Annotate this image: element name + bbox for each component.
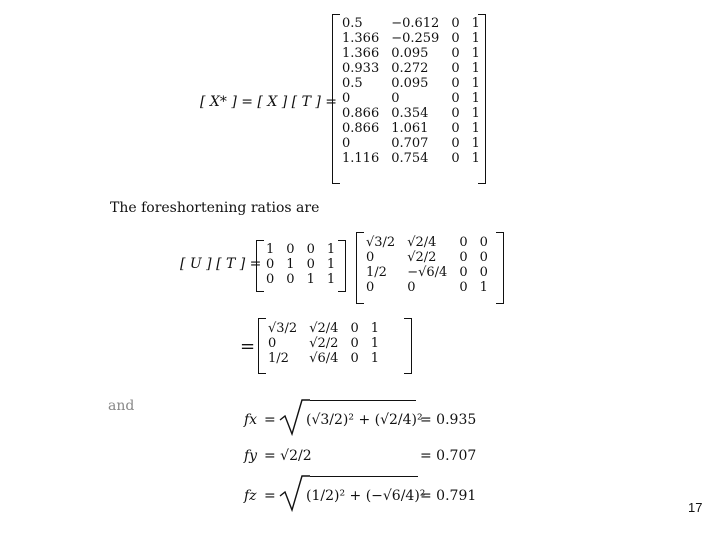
matrix-cell: 0 xyxy=(350,351,359,366)
matrix-cell: 0.095 xyxy=(391,46,429,61)
matrix-row xyxy=(336,106,486,121)
eq1-matrix xyxy=(336,16,486,166)
fz-equals: = xyxy=(264,488,276,504)
eq1-right-bracket xyxy=(478,14,486,184)
matrix-cell: √2/2 xyxy=(309,336,339,351)
matrix-cell: 0 xyxy=(366,250,375,265)
matrix-cell: 0 xyxy=(286,272,295,287)
matrix-row xyxy=(262,336,385,351)
eq2-matrix-t xyxy=(360,235,494,295)
matrix-cell: 0.354 xyxy=(391,106,429,121)
fx-label-text: fx xyxy=(244,412,258,428)
matrix-cell: 1 xyxy=(471,16,480,31)
matrix-row xyxy=(336,61,486,76)
matrix-cell: 0 xyxy=(366,280,375,295)
matrix-cell: 0.933 xyxy=(342,61,380,76)
matrix-cell: 0 xyxy=(451,76,460,91)
matrix-cell: 0 xyxy=(451,151,460,166)
matrix-cell: 1 xyxy=(471,46,480,61)
matrix-cell: 0.866 xyxy=(342,121,380,136)
matrix-cell: 0 xyxy=(407,280,416,295)
matrix-row xyxy=(360,235,494,250)
matrix-cell: 0.866 xyxy=(342,106,380,121)
matrix-cell: 0 xyxy=(451,61,460,76)
matrix-cell: 1 xyxy=(266,242,275,257)
matrix-cell: 1 xyxy=(471,76,480,91)
matrix-cell: √3/2 xyxy=(366,235,396,250)
matrix-row xyxy=(336,151,486,166)
matrix-row xyxy=(336,91,486,106)
matrix-cell: 0.5 xyxy=(342,16,363,31)
fx-result: = 0.935 xyxy=(420,412,477,428)
fz-radicand: (1/2)² + (−√6/4)² xyxy=(306,488,426,504)
matrix-row xyxy=(336,46,486,61)
matrix-row xyxy=(360,250,494,265)
eq1-lhs: [ X* ] = [ X ] [ T ] = xyxy=(200,94,338,110)
matrix-cell: 1/2 xyxy=(268,351,289,366)
matrix-cell: √2/2 xyxy=(407,250,437,265)
matrix-cell: 1 xyxy=(471,106,480,121)
matrix-cell: 0 xyxy=(306,257,315,272)
matrix-row xyxy=(336,31,486,46)
matrix-cell: √3/2 xyxy=(268,321,298,336)
matrix-row xyxy=(336,76,486,91)
fy-rhs: = √2/2 xyxy=(264,448,312,464)
matrix-cell: 1 xyxy=(471,61,480,76)
eq3-lhs: = xyxy=(240,336,256,357)
matrix-cell: 0 xyxy=(451,106,460,121)
fz-label: fz xyxy=(244,488,257,504)
matrix-cell: 0 xyxy=(391,91,400,106)
and-word: and xyxy=(108,398,135,414)
matrix-cell: 0 xyxy=(451,136,460,151)
matrix-cell: 1.061 xyxy=(391,121,429,136)
matrix-cell: 0 xyxy=(459,265,468,280)
fz-radical-bar xyxy=(310,476,418,477)
matrix-cell: 0 xyxy=(459,235,468,250)
matrix-row xyxy=(260,272,341,287)
matrix-cell: 1 xyxy=(370,351,379,366)
matrix-cell: 0 xyxy=(286,242,295,257)
matrix-cell: 0.707 xyxy=(391,136,429,151)
matrix-cell: 0 xyxy=(459,250,468,265)
matrix-cell: 0 xyxy=(350,336,359,351)
matrix-row xyxy=(360,280,494,295)
matrix-row xyxy=(262,321,385,336)
fz-result: = 0.791 xyxy=(420,488,477,504)
foreshortening-sentence: The foreshortening ratios are xyxy=(110,200,320,216)
matrix-cell: 0 xyxy=(268,336,277,351)
matrix-cell: 0 xyxy=(451,31,460,46)
matrix-row xyxy=(336,136,486,151)
matrix-cell: 1 xyxy=(326,272,336,287)
matrix-cell: 0 xyxy=(451,16,460,31)
matrix-cell: 1.116 xyxy=(342,151,380,166)
matrix-cell: 0 xyxy=(451,121,460,136)
matrix-cell: √2/4 xyxy=(407,235,437,250)
matrix-row xyxy=(262,351,385,366)
matrix-cell: √2/4 xyxy=(309,321,339,336)
matrix-cell: 1 xyxy=(286,257,295,272)
matrix-cell: 0 xyxy=(350,321,359,336)
matrix-cell: 1.366 xyxy=(342,31,380,46)
matrix-cell: 1/2 xyxy=(366,265,387,280)
eq3-matrix xyxy=(262,321,385,366)
matrix-cell: 0 xyxy=(479,265,488,280)
matrix-cell: 1 xyxy=(471,31,480,46)
matrix-cell: 1 xyxy=(471,136,480,151)
matrix-cell: 0 xyxy=(459,280,468,295)
eq2-lhs: [ U ] [ T ] = xyxy=(180,256,262,272)
fy-result: = 0.707 xyxy=(420,448,477,464)
matrix-cell: 1 xyxy=(326,242,336,257)
matrix-cell: −0.259 xyxy=(391,31,440,46)
matrix-cell: 0.095 xyxy=(391,76,429,91)
matrix-cell: 0.5 xyxy=(342,76,363,91)
matrix-cell: 1 xyxy=(471,121,480,136)
matrix-row xyxy=(260,257,341,272)
matrix-row xyxy=(336,121,486,136)
matrix-cell: −0.612 xyxy=(391,16,440,31)
matrix-cell: 0 xyxy=(451,46,460,61)
matrix-cell: 1 xyxy=(370,336,379,351)
matrix-cell: 0 xyxy=(342,136,351,151)
matrix-cell: 1 xyxy=(479,280,488,295)
eq2-t-right-bracket xyxy=(496,232,504,304)
matrix-cell: 0 xyxy=(266,272,275,287)
matrix-cell: 1 xyxy=(326,257,336,272)
matrix-row xyxy=(260,242,341,257)
matrix-cell: 0 xyxy=(479,250,488,265)
matrix-cell: 1 xyxy=(471,151,480,166)
fx-radical-bar xyxy=(310,400,416,401)
eq2-matrix-u xyxy=(260,242,341,287)
matrix-cell: −√6/4 xyxy=(407,265,448,280)
matrix-cell: √6/4 xyxy=(309,351,339,366)
matrix-cell: 0 xyxy=(306,242,315,257)
fx-label xyxy=(244,412,257,428)
matrix-row xyxy=(360,265,494,280)
eq2-u-right-bracket xyxy=(338,240,346,292)
matrix-cell: 0 xyxy=(479,235,488,250)
eq3-right-bracket xyxy=(404,318,412,374)
matrix-row xyxy=(336,16,486,31)
fx-radicand: (√3/2)² + (√2/4)² xyxy=(306,412,423,428)
fy-label: fy xyxy=(244,448,258,464)
matrix-cell: 0.272 xyxy=(391,61,429,76)
matrix-cell: 1.366 xyxy=(342,46,380,61)
page-number: 17 xyxy=(688,500,703,515)
matrix-cell: 0 xyxy=(342,91,351,106)
matrix-cell: 1 xyxy=(306,272,315,287)
matrix-cell: 1 xyxy=(370,321,379,336)
fx-equals: = xyxy=(264,412,276,428)
matrix-cell: 0 xyxy=(451,91,460,106)
matrix-cell: 0 xyxy=(266,257,275,272)
matrix-cell: 1 xyxy=(471,91,480,106)
matrix-cell: 0.754 xyxy=(391,151,429,166)
